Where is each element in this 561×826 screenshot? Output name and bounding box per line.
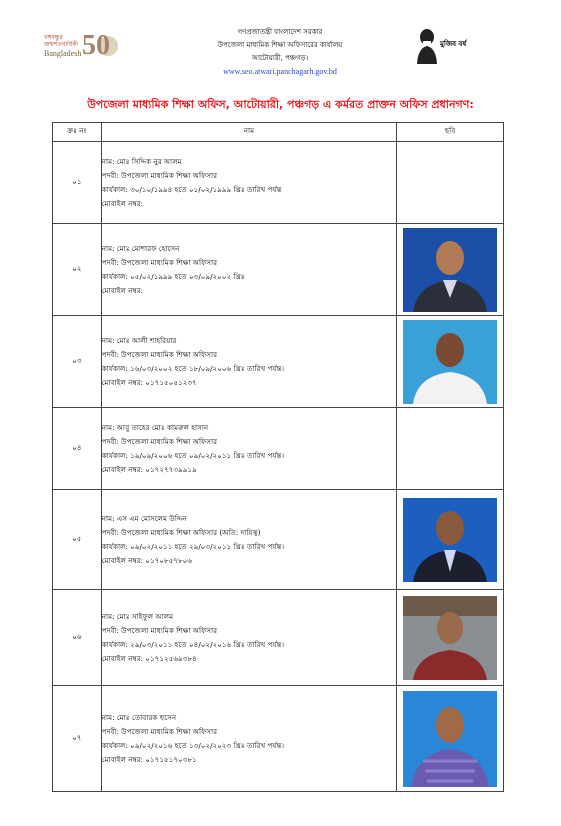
- officer-designation: পদবী: উপজেলা মাধ্যমিক শিক্ষা অফিসার: [101, 625, 218, 635]
- officer-designation: পদবী: উপজেলা মাধ্যমিক শিক্ষা অফিসার: [101, 726, 218, 736]
- serial-cell: ০৩: [53, 316, 102, 408]
- gov-line-3: আটোয়ারী, পঞ্চগড়।: [251, 54, 309, 62]
- officer-photo: [403, 320, 497, 404]
- table-row: [53, 490, 504, 590]
- officer-info: [101, 224, 396, 316]
- person-photo-icon: [403, 320, 497, 404]
- table-row: [53, 142, 504, 224]
- officer-mobile: মোবাইল নম্বর:: [101, 285, 144, 295]
- serial-cell: ০৭: [53, 686, 102, 792]
- table-row: [53, 686, 504, 792]
- officer-tenure: কার্যকাল: ২৯/০৩/২০১১ হতে ০৪/০২/২০১৬ খ্রিঃ তারিখ পর্যন্ত।: [101, 639, 285, 649]
- page-header: [0, 0, 561, 90]
- photo-cell: [397, 490, 504, 590]
- column-header-name: নাম: [101, 123, 396, 142]
- photo-cell-empty: [397, 408, 504, 490]
- gov-line-2: উপজেলা মাধ্যমিক শিক্ষা অফিসারের কার্যালয়: [217, 41, 343, 49]
- person-photo-icon: [403, 691, 497, 787]
- serial-cell: ০৫: [53, 490, 102, 590]
- website-link[interactable]: www.seo.atwari.panchagarh.gov.bd: [223, 67, 337, 76]
- photo-cell: [397, 590, 504, 686]
- government-address: [120, 26, 440, 78]
- officer-mobile: মোবাইল নম্বর: ০১৭১২৫৬৯৩৮৪: [101, 653, 197, 663]
- officer-tenure: কার্যকাল: ৩০/১০/১৯৯৪ হতে ০১/০২/১৯৯৯ খ্রিঃ তারিখ পর্যন্ত: [101, 184, 282, 194]
- table-row: [53, 408, 504, 490]
- officer-info: [101, 316, 396, 408]
- officer-name: নাম: এস এম মোসলেম উদ্দিন: [101, 513, 187, 523]
- bangladesh-50-logo: [44, 30, 124, 72]
- logo-left-text: বঙ্গবন্ধুর জন্মশতবার্ষিকী: [44, 34, 78, 48]
- officer-mobile: মোবাইল নম্বর: ০১৭১৫০৫১২৩৭: [101, 377, 197, 387]
- officer-photo: [403, 691, 497, 787]
- page-title: উপজেলা মাধ্যমিক শিক্ষা অফিস, আটোয়ারী, পঞ্চগড় এ কর্মরত প্রাক্তন অফিস প্রধানগণ:: [87, 98, 474, 111]
- officer-designation: পদবী: উপজেলা মাধ্যমিক শিক্ষা অফিসার: [101, 436, 218, 446]
- gov-line-1: গণপ্রজাতন্ত্রী বাংলাদেশ সরকার: [237, 28, 323, 36]
- officer-info: [101, 142, 396, 224]
- table-row: [53, 224, 504, 316]
- officer-info: [101, 590, 396, 686]
- table-row: [53, 590, 504, 686]
- table-row: [53, 316, 504, 408]
- officer-tenure: কার্যকাল: ১৬/০৩/২০০২ হতে ১৮/০৯/২০০৬ খ্রিঃ তারিখ পর্যন্ত।: [101, 363, 285, 373]
- photo-cell-empty: [397, 142, 504, 224]
- officer-name: নাম: মোঃ আলী শাহরিয়ার: [101, 335, 177, 345]
- officer-tenure: কার্যকাল: ১৯/০৯/২০০৬ হতে ০৯/০২/২০১১ খ্রিঃ তারিখ পর্যন্ত।: [101, 450, 285, 460]
- serial-cell: ০২: [53, 224, 102, 316]
- officers-table: [52, 122, 504, 792]
- officer-info: [101, 408, 396, 490]
- photo-cell: [397, 316, 504, 408]
- officer-name: নাম: আবু তাহের মোঃ কামরুল হাসান: [101, 422, 209, 432]
- logo-right-text: মুজিব বর্ষ: [440, 40, 467, 48]
- officer-photo: [403, 596, 497, 680]
- officer-mobile: মোবাইল নম্বর: ০১৭০৮৫৭৮০৬: [101, 555, 193, 565]
- photo-cell: [397, 686, 504, 792]
- officer-tenure: কার্যকাল: ০৫/০২/১৯৯৯ হতে ০৩/০৯/২০০২ খ্রিঃ: [101, 271, 245, 281]
- person-photo-icon: [403, 498, 497, 582]
- portrait-silhouette-icon: [416, 28, 438, 64]
- officer-mobile: মোবাইল নম্বর: ০১৭২৭৭৩৯৯১৯: [101, 464, 197, 474]
- serial-cell: ০৬: [53, 590, 102, 686]
- officer-info: [101, 686, 396, 792]
- officer-tenure: কার্যকাল: ০৯/০২/২০১৬ হতে ১৩/০২/২০২৩ খ্রিঃ তারিখ পর্যন্ত।: [101, 740, 285, 750]
- column-header-photo: ছবি: [397, 123, 504, 142]
- column-header-serial: ক্রঃ নং: [53, 123, 102, 142]
- officer-name: নাম: মোঃ সাইফুল আলম: [101, 611, 174, 621]
- officer-name: নাম: মোঃ মোশারফ হোসেন: [101, 243, 180, 253]
- officer-designation: পদবী: উপজেলা মাধ্যমিক শিক্ষা অফিসার: [101, 349, 218, 359]
- serial-cell: ০৪: [53, 408, 102, 490]
- table-header-row: [53, 123, 504, 142]
- officer-name: নাম: মোঃ সিদ্দিক নুর আলম: [101, 156, 182, 166]
- officer-photo: [403, 228, 497, 312]
- logo-left-word: Bangladesh: [44, 49, 82, 58]
- officer-mobile: মোবাইল নম্বর: ০১৭১৫১৭০৩৮১: [101, 754, 197, 764]
- mujib-borsho-logo: [412, 28, 468, 70]
- officer-info: [101, 490, 396, 590]
- logo-left-number: 50: [82, 30, 110, 61]
- officer-designation: পদবী: উপজেলা মাধ্যমিক শিক্ষা অফিসার: [101, 170, 218, 180]
- officer-designation: পদবী: উপজেলা মাধ্যমিক শিক্ষা অফিসার: [101, 257, 218, 267]
- person-photo-icon: [403, 228, 497, 312]
- officer-mobile: মোবাইল নম্বর:: [101, 198, 144, 208]
- officer-photo: [403, 498, 497, 582]
- officer-designation: পদবী: উপজেলা মাধ্যমিক শিক্ষা অফিসার (অতি: দায়িত্ব): [101, 527, 261, 537]
- serial-cell: ০১: [53, 142, 102, 224]
- officer-tenure: কার্যকাল: ০৯/০২/২০১১ হতে ২৯/০৩/২০১১ খ্রিঃ তারিখ পর্যন্ত।: [101, 541, 285, 551]
- officer-name: নাম: মোঃ তোবারক হুসেন: [101, 712, 177, 722]
- person-photo-icon: [403, 596, 497, 680]
- photo-cell: [397, 224, 504, 316]
